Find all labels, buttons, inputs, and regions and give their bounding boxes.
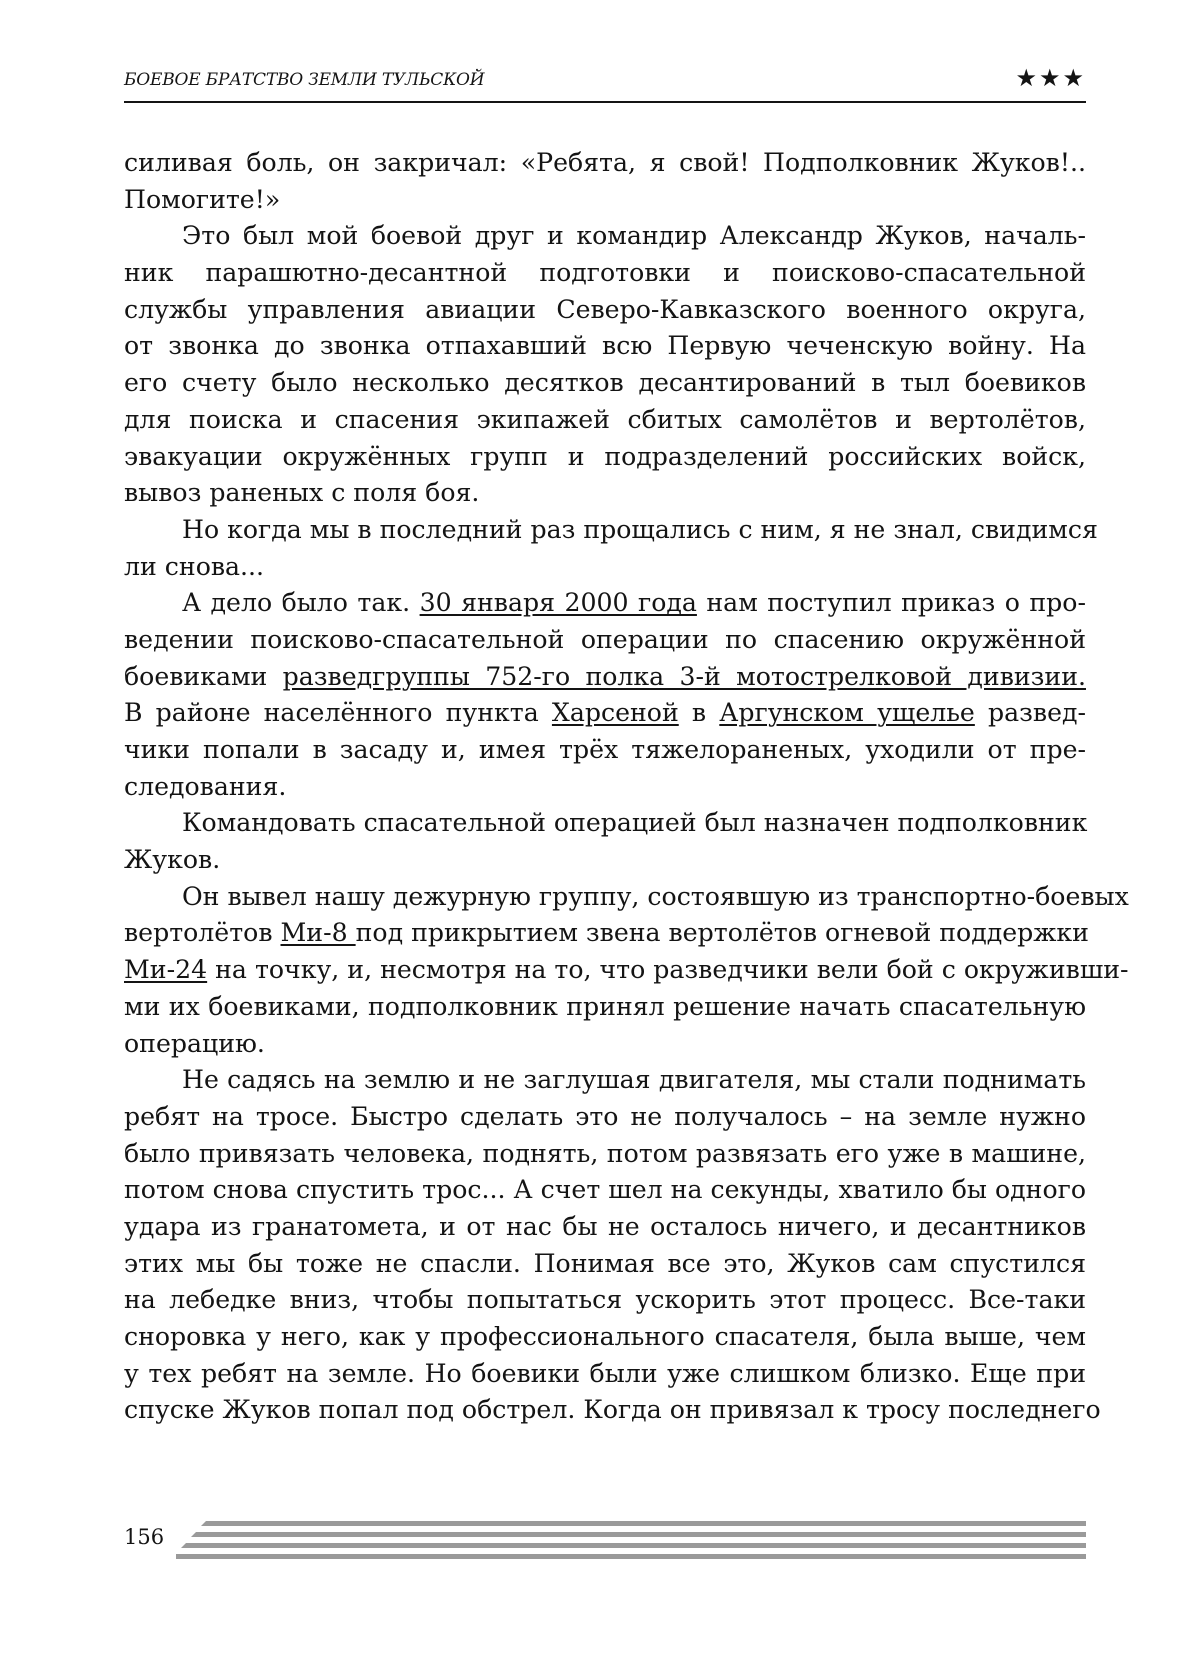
text-line: [124, 1172, 1086, 1209]
text-run: от звонка до звонка отпахавший всю Первую чеченскую войну. На: [124, 331, 1086, 361]
text-line: [124, 292, 1086, 329]
text-run: Не садясь на землю и не заглушая двигателя, мы стали поднимать: [182, 1065, 1086, 1095]
text-run: Командовать спасательной операцией был назначен подполковник: [182, 808, 1088, 838]
text-line: [124, 695, 1086, 732]
stripe: [181, 1543, 1086, 1548]
text-line: [124, 218, 1086, 255]
stripe: [176, 1554, 1086, 1559]
text-line: [124, 475, 1086, 512]
text-run: на лебедке вниз, чтобы попытаться ускорить этот процесс. Все-таки: [124, 1285, 1086, 1315]
text-line: [124, 622, 1086, 659]
underlined-reference: Харсеной: [551, 698, 679, 728]
text-line: [124, 1062, 1086, 1099]
page-footer: [124, 1518, 1086, 1563]
text-run: этих мы бы тоже не спасли. Понимая все это, Жуков сам спустился: [124, 1248, 1086, 1278]
text-run: ми их боевиками, подполковник принял решение начать спасательную: [124, 991, 1086, 1021]
underlined-reference: 30 января 2000 года: [419, 588, 697, 618]
text-run: потом снова спустить трос... А счет шел на секунды, хватило бы одного: [124, 1175, 1086, 1205]
text-run: удара из гранатомета, и от нас бы не осталось ничего, и десантников: [124, 1211, 1086, 1241]
header-rule: [124, 101, 1086, 103]
text-line: [124, 1319, 1086, 1356]
text-run: Это был мой боевой друг и командир Александр Жуков, началь-: [182, 221, 1086, 251]
text-line: [124, 805, 1086, 842]
text-line: [124, 182, 1086, 219]
text-run: Но когда мы в последний раз прощались с ним, я не знал, свидимся: [182, 514, 1098, 544]
text-run: в: [678, 698, 720, 728]
text-run: сноровка у него, как у профессионального спасателя, была выше, чем: [124, 1322, 1086, 1351]
text-line: [124, 842, 1086, 879]
body-text: [124, 145, 1129, 1429]
text-run: его счету было несколько десятков десантирований в тыл боевиков: [124, 368, 1086, 398]
text-run: вертолётов: [124, 918, 281, 948]
text-run: чики попали в засаду и, имея трёх тяжелораненых, уходили от пре-: [124, 735, 1086, 764]
stripe: [191, 1532, 1086, 1537]
text-line: [124, 255, 1086, 292]
text-line: [124, 1246, 1086, 1283]
text-line: [124, 549, 1086, 586]
running-title: БОЕВОЕ БРАТСТВО ЗЕМЛИ ТУЛЬСКОЙ: [124, 70, 485, 90]
text-line: [124, 439, 1086, 476]
text-run: операцию.: [124, 1028, 265, 1058]
text-run: Помогите!»: [124, 184, 281, 214]
underlined-reference: Ми-24: [124, 955, 208, 985]
text-line: [124, 145, 1086, 182]
underlined-reference: Ми-8: [280, 918, 356, 948]
text-run: для поиска и спасения экипажей сбитых самолётов и вертолётов,: [124, 404, 1086, 434]
text-run: службы управления авиации Северо-Кавказского военного округа,: [124, 294, 1086, 324]
text-run: вывоз раненых с поля боя.: [124, 478, 480, 508]
text-line: [124, 989, 1086, 1026]
text-line: [124, 952, 1129, 989]
text-run: нам поступил приказ о про-: [696, 588, 1086, 618]
text-run: эвакуации окружённых групп и подразделений российских войск,: [124, 441, 1086, 471]
stars-ornament-icon: ★★★: [1015, 64, 1086, 92]
text-line: [124, 1282, 1086, 1319]
text-run: у тех ребят на земле. Но боевики были уже слишком близко. Еще при: [124, 1358, 1086, 1388]
text-run: силивая боль, он закричал: «Ребята, я свой! Подполковник Жуков!..: [124, 148, 1086, 177]
text-run: ребят на тросе. Быстро сделать это не получалось – на земле нужно: [124, 1101, 1086, 1131]
text-run: Жуков.: [124, 845, 221, 875]
text-line: [124, 1026, 1086, 1063]
text-run: боевиками: [124, 661, 283, 691]
stripe: [201, 1521, 1086, 1526]
text-run: следования.: [124, 771, 287, 801]
text-run: В районе населённого пункта: [124, 698, 552, 728]
text-line: [124, 365, 1086, 402]
text-line: [124, 1356, 1086, 1393]
text-run: Он вывел нашу дежурную группу, состоявшую из транспортно-боевых: [182, 881, 1129, 911]
text-line: [124, 769, 1086, 806]
page-number: 156: [124, 1525, 165, 1549]
text-line: [124, 879, 1129, 916]
text-run: было привязать человека, поднять, потом развязать его уже в машине,: [124, 1138, 1086, 1168]
text-line: [124, 512, 1098, 549]
text-line: [124, 659, 1086, 696]
text-line: [124, 1209, 1086, 1246]
underlined-reference: Аргунском ущелье: [719, 698, 975, 728]
text-line: [124, 402, 1086, 439]
text-line: [124, 585, 1086, 622]
text-run: А дело было так.: [182, 588, 420, 618]
text-line: [124, 915, 1089, 952]
decorative-stripes: [176, 1518, 1086, 1563]
text-line: [124, 328, 1086, 365]
text-run: на точку, и, несмотря на то, что разведчики вели бой с окруживши-: [207, 955, 1129, 985]
text-line: [124, 1136, 1086, 1173]
text-line: [124, 732, 1086, 769]
text-run: развед-: [974, 698, 1087, 728]
text-run: ник парашютно-десантной подготовки и поисково-спасательной: [124, 258, 1086, 288]
text-run: под прикрытием звена вертолётов огневой поддержки: [355, 918, 1089, 948]
underlined-reference: разведгруппы 752-го полка 3-й мотострелковой дивизии.: [282, 661, 1086, 691]
text-line: [124, 1392, 1101, 1429]
running-head: [124, 62, 1086, 102]
text-run: ли снова...: [124, 551, 265, 581]
text-run: спуске Жуков попал под обстрел. Когда он привязал к тросу последнего: [124, 1395, 1101, 1425]
text-run: ведении поисково-спасательной операции по спасению окружённой: [124, 624, 1086, 654]
text-line: [124, 1099, 1086, 1136]
